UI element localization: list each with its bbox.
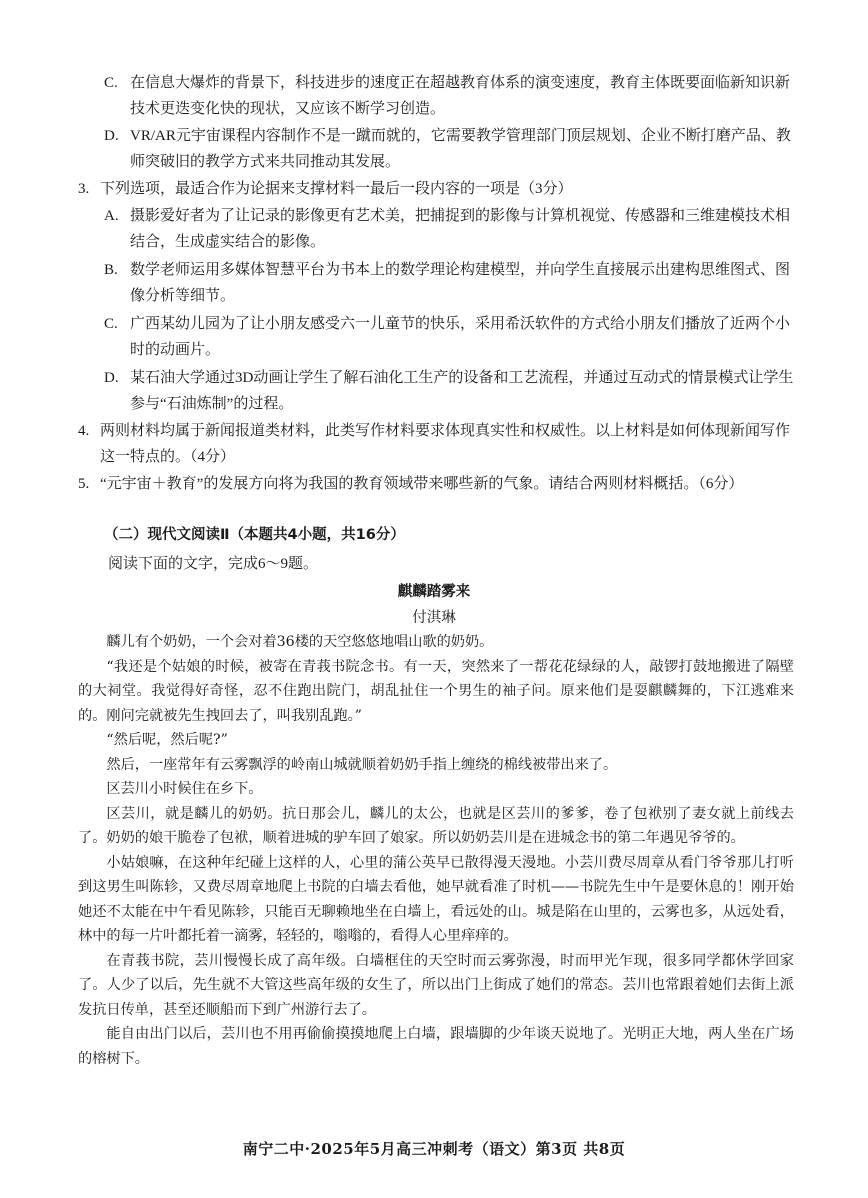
option-label: C. [104,75,118,91]
question-5 [78,471,794,497]
option-text: 数学老师运用多媒体智慧平台为书本上的数学理论构建模型，并向学生直接展示出建构思维图式、图像分析等细节。 [130,262,791,304]
section-instruction: 阅读下面的文字，完成6～9题。 [108,556,319,572]
question-4 [78,418,794,470]
question-text: 两则材料均属于新闻报道类材料，此类写作材料要求体现真实性和权威性。以上材料是如何体现新闻写作这一特点的。（4分） [100,423,791,465]
question-number: 3. [78,181,90,197]
question-number: 4. [78,423,90,439]
q2-option-c [104,70,794,122]
article-paragraph: 区芸川小时候住在乡下。 [106,781,263,797]
article-body [78,630,794,1071]
option-label: A. [104,208,119,224]
q3-option-b [104,257,794,309]
option-label: D. [104,128,119,144]
option-label: B. [104,262,118,278]
article-paragraph: “我还是个姑娘的时候，被寄在青莪书院念书。有一天，突然来了一帮花花绿绿的人，敲锣打鼓地搬进了隔壁的大祠堂。我觉得好奇怪，忍不住跑出院门，胡乱扯住一个男生的袖子问。原来他们是耍麒麟舞的，下江逃难来的。刚问完就被先生拽回去了，叫我别乱跑。” [78,658,794,724]
article-paragraph: 小姑娘嘛，在这种年纪碰上这样的人，心里的蒲公英早已散得漫天漫地。小芸川费尽周章从看门爷爷那儿打听到这男生叫陈轸，又费尽周章地爬上书院的白墙去看他，她早就看准了时机——书院先生中午是要休息的！刚开始她还不太能在中午看见陈轸，只能百无聊赖地坐在白墙上，看远处的山。城是陷在山里的，云雾也多，从远处看，林中的每一片叶都托着一滴雾，轻轻的，嗡嗡的，看得人心里痒痒的。 [78,854,794,944]
option-text: 在信息大爆炸的背景下，科技进步的速度正在超越教育体系的演变速度，教育主体既要面临新知识新技术更迭变化快的现状，又应该不断学习创造。 [130,75,791,117]
article-paragraph: 然后，一座常年有云雾飘浮的岭南山城就顺着奶奶手指上缠绕的棉线被带出来了。 [106,756,618,773]
option-text: 摄影爱好者为了让记录的影像更有艺术美，把捕捉到的影像与计算机视觉、传感器和三维建模技术相结合，生成虚实结合的影像。 [130,208,791,250]
option-text: VR/AR元宇宙课程内容制作不是一蹴而就的，它需要教学管理部门顶层规划、企业不断打磨产品、教师突破旧的教学方式来共同推动其发展。 [130,128,791,170]
article-paragraph: 能自由出门以后，芸川也不用再偷偷摸摸地爬上白墙，跟墙脚的少年谈天说地了。光明正大地，两人坐在广场的榕树下。 [78,1026,794,1067]
q3-option-c [104,311,794,363]
option-text: 广西某幼儿园为了让小朋友感受六一儿童节的快乐，采用希沃软件的方式给小朋友们播放了近两个小时的动画片。 [130,316,791,358]
article-paragraph: 在青莪书院，芸川慢慢长成了高年级。白墙框住的天空时而云雾弥漫，时而甲光乍现，很多同学都休学回家了。人少了以后，先生就不大管这些高年级的女生了，所以出门上街成了她们的常态。芸川也常跟着她们去街上派发抗日传单，甚至还顺船而下到广州游行去了。 [78,952,794,1018]
page-footer: 南宁二中·2025年5月高三冲刺考（语文）第3页 共8页 [242,1140,626,1158]
article-author: 付淇琳 [412,610,456,626]
question-text: 下列选项，最适合作为论据来支撑材料一最后一段内容的一项是（3分） [100,181,573,197]
option-label: C. [104,316,118,332]
option-text: 某石油大学通过3D动画让学生了解石油化工生产的设备和工艺流程，并通过互动式的情景模式让学生参与“石油炼制”的过程。 [130,370,794,412]
question-number: 5. [78,476,90,492]
question-text: “元宇宙＋教育”的发展方向将为我国的教育领域带来哪些新的气象。请结合两则材料概括。（6分） [100,476,744,492]
article-paragraph: 麟儿有个奶奶，一个会对着36楼的天空悠悠地唱山歌的奶奶。 [106,634,494,650]
q2-option-d [104,123,794,175]
question-3-stem [78,176,794,202]
q3-option-d [104,365,794,417]
section-heading: （二）现代文阅读Ⅱ（本题共4小题，共16分） [104,527,405,543]
article-paragraph: 区芸川，就是麟儿的奶奶。抗日那会儿，麟儿的太公，也就是区芸川的爹爹，卷了包袱别了妻女就上前线去了。奶奶的娘干脆卷了包袱，顺着进城的驴车回了娘家。所以奶奶芸川是在进城念书的第二年遇见爷爷的。 [78,805,794,846]
option-label: D. [104,370,119,386]
article-title: 麒麟踏雾来 [397,584,471,600]
article-paragraph: “然后呢，然后呢?” [106,732,228,748]
q3-option-a [104,203,794,255]
